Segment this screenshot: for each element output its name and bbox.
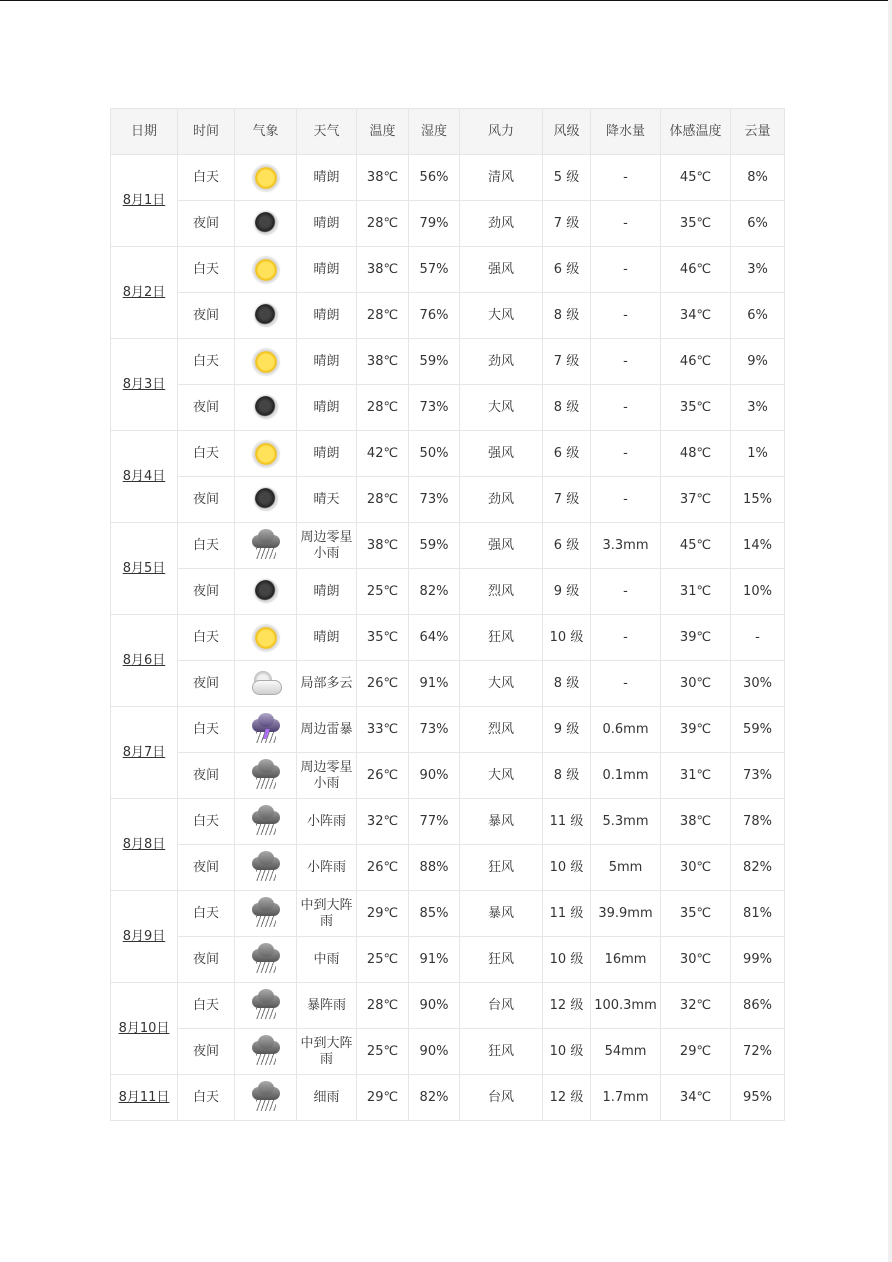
wind-level-cell: 11 级 — [543, 799, 591, 845]
feels-like-cell: 30℃ — [661, 661, 731, 707]
weather-cell: 暴阵雨 — [297, 983, 357, 1029]
wind-cell: 劲风 — [460, 477, 543, 523]
wind-cell: 劲风 — [460, 201, 543, 247]
weather-icon-cell — [235, 247, 297, 293]
sun-icon — [250, 439, 282, 469]
precipitation-cell: 100.3mm — [591, 983, 661, 1029]
cloud-cover-cell: 86% — [731, 983, 785, 1029]
weather-icon-cell — [235, 477, 297, 523]
time-cell: 白天 — [178, 155, 235, 201]
table-row — [111, 155, 785, 201]
date-link[interactable]: 8月10日 — [118, 1020, 170, 1036]
header-weather: 天气 — [297, 109, 357, 155]
wind-cell: 狂风 — [460, 845, 543, 891]
temperature-cell: 38℃ — [357, 155, 409, 201]
weather-icon-cell — [235, 845, 297, 891]
time-cell: 白天 — [178, 615, 235, 661]
time-cell: 夜间 — [178, 477, 235, 523]
humidity-cell: 57% — [409, 247, 460, 293]
header-wind-level: 风级 — [543, 109, 591, 155]
header-humidity: 湿度 — [409, 109, 460, 155]
feels-like-cell: 37℃ — [661, 477, 731, 523]
rain-icon — [250, 853, 282, 883]
weather-icon-cell — [235, 753, 297, 799]
weather-icon-cell — [235, 1029, 297, 1075]
sun-icon — [250, 623, 282, 653]
feels-like-cell: 45℃ — [661, 155, 731, 201]
wind-cell: 劲风 — [460, 339, 543, 385]
table-row — [111, 707, 785, 753]
humidity-cell: 73% — [409, 385, 460, 431]
table-row — [111, 845, 785, 891]
table-row — [111, 247, 785, 293]
feels-like-cell: 39℃ — [661, 615, 731, 661]
wind-level-cell: 5 级 — [543, 155, 591, 201]
precipitation-cell: 0.6mm — [591, 707, 661, 753]
cloud-cover-cell: 95% — [731, 1075, 785, 1121]
humidity-cell: 91% — [409, 937, 460, 983]
wind-level-cell: 6 级 — [543, 523, 591, 569]
date-cell — [111, 523, 178, 615]
precipitation-cell: 5mm — [591, 845, 661, 891]
cloud-cover-cell: 6% — [731, 293, 785, 339]
page-top-rule — [0, 0, 888, 1]
feels-like-cell: 31℃ — [661, 753, 731, 799]
weather-cell: 晴朗 — [297, 339, 357, 385]
date-cell — [111, 1075, 178, 1121]
date-link[interactable]: 8月2日 — [122, 284, 166, 300]
precipitation-cell: - — [591, 247, 661, 293]
time-cell: 夜间 — [178, 201, 235, 247]
table-row — [111, 615, 785, 661]
weather-cell: 晴朗 — [297, 155, 357, 201]
temperature-cell: 38℃ — [357, 339, 409, 385]
table-row — [111, 891, 785, 937]
cloud-cover-cell: 73% — [731, 753, 785, 799]
table-row — [111, 1029, 785, 1075]
wind-level-cell: 7 级 — [543, 477, 591, 523]
time-cell: 白天 — [178, 339, 235, 385]
cloud-cover-cell: 3% — [731, 385, 785, 431]
header-feels-like: 体感温度 — [661, 109, 731, 155]
humidity-cell: 82% — [409, 1075, 460, 1121]
temperature-cell: 29℃ — [357, 891, 409, 937]
humidity-cell: 56% — [409, 155, 460, 201]
rain-icon — [250, 945, 282, 975]
cloud-cover-cell: 9% — [731, 339, 785, 385]
weather-cell: 细雨 — [297, 1075, 357, 1121]
wind-level-cell: 12 级 — [543, 983, 591, 1029]
wind-level-cell: 12 级 — [543, 1075, 591, 1121]
weather-cell: 晴天 — [297, 477, 357, 523]
time-cell: 夜间 — [178, 937, 235, 983]
cloud-cover-cell: 78% — [731, 799, 785, 845]
feels-like-cell: 30℃ — [661, 937, 731, 983]
wind-level-cell: 10 级 — [543, 1029, 591, 1075]
wind-cell: 烈风 — [460, 707, 543, 753]
precipitation-cell: 0.1mm — [591, 753, 661, 799]
rain-icon — [250, 1037, 282, 1067]
humidity-cell: 90% — [409, 1029, 460, 1075]
time-cell: 白天 — [178, 799, 235, 845]
cloud-cover-cell: 30% — [731, 661, 785, 707]
weather-cell: 中雨 — [297, 937, 357, 983]
temperature-cell: 26℃ — [357, 845, 409, 891]
table-body — [111, 155, 785, 1121]
humidity-cell: 91% — [409, 661, 460, 707]
table-row — [111, 339, 785, 385]
time-cell: 夜间 — [178, 845, 235, 891]
date-cell — [111, 891, 178, 983]
cloud-cover-cell: 81% — [731, 891, 785, 937]
rain-icon — [250, 531, 282, 561]
temperature-cell: 29℃ — [357, 1075, 409, 1121]
cloud-cover-cell: 8% — [731, 155, 785, 201]
cloud-cover-cell: 72% — [731, 1029, 785, 1075]
humidity-cell: 88% — [409, 845, 460, 891]
humidity-cell: 76% — [409, 293, 460, 339]
time-cell: 夜间 — [178, 753, 235, 799]
time-cell: 白天 — [178, 523, 235, 569]
date-cell — [111, 707, 178, 799]
weather-cell: 小阵雨 — [297, 845, 357, 891]
precipitation-cell: - — [591, 431, 661, 477]
weather-cell: 晴朗 — [297, 247, 357, 293]
table-row — [111, 1075, 785, 1121]
time-cell: 夜间 — [178, 293, 235, 339]
precipitation-cell: - — [591, 155, 661, 201]
date-cell — [111, 155, 178, 247]
weather-icon-cell — [235, 891, 297, 937]
wind-level-cell: 11 级 — [543, 891, 591, 937]
weather-icon-cell — [235, 707, 297, 753]
wind-cell: 大风 — [460, 293, 543, 339]
wind-cell: 狂风 — [460, 1029, 543, 1075]
table-row — [111, 477, 785, 523]
time-cell: 白天 — [178, 707, 235, 753]
precipitation-cell: 16mm — [591, 937, 661, 983]
date-link[interactable]: 8月5日 — [122, 560, 166, 576]
table-row — [111, 385, 785, 431]
feels-like-cell: 35℃ — [661, 201, 731, 247]
weather-icon-cell — [235, 661, 297, 707]
table-row — [111, 753, 785, 799]
table-row — [111, 661, 785, 707]
rain-icon — [250, 991, 282, 1021]
time-cell: 夜间 — [178, 1029, 235, 1075]
weather-icon-cell — [235, 569, 297, 615]
temperature-cell: 28℃ — [357, 477, 409, 523]
temperature-cell: 35℃ — [357, 615, 409, 661]
time-cell: 夜间 — [178, 385, 235, 431]
wind-level-cell: 10 级 — [543, 615, 591, 661]
moon-icon — [250, 301, 282, 331]
header-cloud-cover: 云量 — [731, 109, 785, 155]
temperature-cell: 28℃ — [357, 201, 409, 247]
weather-icon-cell — [235, 799, 297, 845]
feels-like-cell: 39℃ — [661, 707, 731, 753]
sun-icon — [250, 163, 282, 193]
moon-icon — [250, 209, 282, 239]
date-link[interactable]: 8月9日 — [122, 928, 166, 944]
rain-icon — [250, 1083, 282, 1113]
humidity-cell: 77% — [409, 799, 460, 845]
weather-cell: 晴朗 — [297, 569, 357, 615]
wind-cell: 台风 — [460, 983, 543, 1029]
wind-level-cell: 8 级 — [543, 385, 591, 431]
feels-like-cell: 48℃ — [661, 431, 731, 477]
weather-cell: 晴朗 — [297, 385, 357, 431]
temperature-cell: 33℃ — [357, 707, 409, 753]
temperature-cell: 26℃ — [357, 753, 409, 799]
weather-cell: 周边零星小雨 — [297, 753, 357, 799]
date-cell — [111, 247, 178, 339]
precipitation-cell: - — [591, 339, 661, 385]
wind-cell: 强风 — [460, 431, 543, 477]
moon-icon — [250, 485, 282, 515]
date-cell — [111, 983, 178, 1075]
weather-cell: 中到大阵雨 — [297, 1029, 357, 1075]
weather-icon-cell — [235, 385, 297, 431]
weather-icon-cell — [235, 615, 297, 661]
feels-like-cell: 30℃ — [661, 845, 731, 891]
humidity-cell: 85% — [409, 891, 460, 937]
wind-cell: 狂风 — [460, 937, 543, 983]
rain-icon — [250, 899, 282, 929]
weather-icon-cell — [235, 431, 297, 477]
wind-cell: 狂风 — [460, 615, 543, 661]
time-cell: 白天 — [178, 891, 235, 937]
moon-icon — [250, 577, 282, 607]
table-row — [111, 569, 785, 615]
date-link[interactable]: 8月1日 — [122, 192, 166, 208]
feels-like-cell: 35℃ — [661, 891, 731, 937]
feels-like-cell: 32℃ — [661, 983, 731, 1029]
partly-cloudy-icon — [250, 669, 282, 699]
temperature-cell: 26℃ — [357, 661, 409, 707]
weather-icon-cell — [235, 1075, 297, 1121]
cloud-cover-cell: 59% — [731, 707, 785, 753]
time-cell: 白天 — [178, 431, 235, 477]
humidity-cell: 64% — [409, 615, 460, 661]
thunderstorm-icon — [250, 715, 282, 745]
precipitation-cell: 54mm — [591, 1029, 661, 1075]
cloud-cover-cell: 14% — [731, 523, 785, 569]
time-cell: 白天 — [178, 983, 235, 1029]
weather-cell: 晴朗 — [297, 293, 357, 339]
temperature-cell: 28℃ — [357, 385, 409, 431]
table-row — [111, 293, 785, 339]
header-time: 时间 — [178, 109, 235, 155]
humidity-cell: 73% — [409, 477, 460, 523]
weather-cell: 晴朗 — [297, 615, 357, 661]
table-row — [111, 201, 785, 247]
cloud-cover-cell: 82% — [731, 845, 785, 891]
temperature-cell: 25℃ — [357, 569, 409, 615]
weather-icon-cell — [235, 937, 297, 983]
header-wind: 风力 — [460, 109, 543, 155]
feels-like-cell: 31℃ — [661, 569, 731, 615]
feels-like-cell: 38℃ — [661, 799, 731, 845]
date-cell — [111, 615, 178, 707]
time-cell: 夜间 — [178, 569, 235, 615]
wind-level-cell: 6 级 — [543, 247, 591, 293]
time-cell: 白天 — [178, 1075, 235, 1121]
feels-like-cell: 34℃ — [661, 1075, 731, 1121]
precipitation-cell: 39.9mm — [591, 891, 661, 937]
temperature-cell: 38℃ — [357, 523, 409, 569]
header-precipitation: 降水量 — [591, 109, 661, 155]
wind-cell: 暴风 — [460, 799, 543, 845]
wind-level-cell: 9 级 — [543, 707, 591, 753]
precipitation-cell: - — [591, 477, 661, 523]
temperature-cell: 25℃ — [357, 1029, 409, 1075]
table-row — [111, 983, 785, 1029]
temperature-cell: 38℃ — [357, 247, 409, 293]
table-row — [111, 799, 785, 845]
date-link[interactable]: 8月4日 — [122, 468, 166, 484]
wind-cell: 大风 — [460, 385, 543, 431]
header-temperature: 温度 — [357, 109, 409, 155]
wind-level-cell: 6 级 — [543, 431, 591, 477]
feels-like-cell: 29℃ — [661, 1029, 731, 1075]
wind-cell: 暴风 — [460, 891, 543, 937]
sun-icon — [250, 347, 282, 377]
wind-level-cell: 7 级 — [543, 339, 591, 385]
weather-icon-cell — [235, 155, 297, 201]
precipitation-cell: 5.3mm — [591, 799, 661, 845]
page-right-edge — [888, 0, 892, 1262]
cloud-cover-cell: 10% — [731, 569, 785, 615]
cloud-cover-cell: 6% — [731, 201, 785, 247]
header-weather-icon: 气象 — [235, 109, 297, 155]
wind-level-cell: 9 级 — [543, 569, 591, 615]
weather-icon-cell — [235, 293, 297, 339]
date-link[interactable]: 8月11日 — [118, 1089, 170, 1105]
feels-like-cell: 35℃ — [661, 385, 731, 431]
wind-level-cell: 10 级 — [543, 845, 591, 891]
time-cell: 白天 — [178, 247, 235, 293]
weather-cell: 晴朗 — [297, 201, 357, 247]
wind-cell: 烈风 — [460, 569, 543, 615]
header-row — [111, 109, 785, 155]
weather-cell: 中到大阵雨 — [297, 891, 357, 937]
time-cell: 夜间 — [178, 661, 235, 707]
precipitation-cell: - — [591, 569, 661, 615]
rain-icon — [250, 807, 282, 837]
weather-icon-cell — [235, 983, 297, 1029]
weather-forecast-table — [110, 108, 785, 1121]
date-cell — [111, 339, 178, 431]
date-link[interactable]: 8月8日 — [122, 836, 166, 852]
precipitation-cell: - — [591, 385, 661, 431]
weather-cell: 周边雷暴 — [297, 707, 357, 753]
wind-level-cell: 8 级 — [543, 661, 591, 707]
feels-like-cell: 34℃ — [661, 293, 731, 339]
weather-icon-cell — [235, 523, 297, 569]
precipitation-cell: - — [591, 615, 661, 661]
humidity-cell: 79% — [409, 201, 460, 247]
wind-cell: 大风 — [460, 661, 543, 707]
humidity-cell: 73% — [409, 707, 460, 753]
date-cell — [111, 431, 178, 523]
wind-cell: 强风 — [460, 523, 543, 569]
precipitation-cell: 1.7mm — [591, 1075, 661, 1121]
cloud-cover-cell: 1% — [731, 431, 785, 477]
weather-cell: 周边零星小雨 — [297, 523, 357, 569]
wind-level-cell: 10 级 — [543, 937, 591, 983]
precipitation-cell: - — [591, 201, 661, 247]
feels-like-cell: 46℃ — [661, 339, 731, 385]
humidity-cell: 50% — [409, 431, 460, 477]
table-row — [111, 937, 785, 983]
weather-cell: 晴朗 — [297, 431, 357, 477]
sun-icon — [250, 255, 282, 285]
humidity-cell: 59% — [409, 523, 460, 569]
cloud-cover-cell: - — [731, 615, 785, 661]
date-link[interactable]: 8月6日 — [122, 652, 166, 668]
wind-cell: 台风 — [460, 1075, 543, 1121]
wind-cell: 强风 — [460, 247, 543, 293]
date-cell — [111, 799, 178, 891]
temperature-cell: 25℃ — [357, 937, 409, 983]
date-link[interactable]: 8月7日 — [122, 744, 166, 760]
cloud-cover-cell: 99% — [731, 937, 785, 983]
humidity-cell: 90% — [409, 983, 460, 1029]
wind-level-cell: 8 级 — [543, 293, 591, 339]
feels-like-cell: 45℃ — [661, 523, 731, 569]
humidity-cell: 82% — [409, 569, 460, 615]
precipitation-cell: - — [591, 661, 661, 707]
humidity-cell: 59% — [409, 339, 460, 385]
temperature-cell: 28℃ — [357, 293, 409, 339]
wind-cell: 大风 — [460, 753, 543, 799]
temperature-cell: 32℃ — [357, 799, 409, 845]
temperature-cell: 42℃ — [357, 431, 409, 477]
temperature-cell: 28℃ — [357, 983, 409, 1029]
weather-cell: 局部多云 — [297, 661, 357, 707]
wind-level-cell: 7 级 — [543, 201, 591, 247]
table-row — [111, 431, 785, 477]
rain-icon — [250, 761, 282, 791]
header-date: 日期 — [111, 109, 178, 155]
weather-icon-cell — [235, 339, 297, 385]
weather-icon-cell — [235, 201, 297, 247]
cloud-cover-cell: 15% — [731, 477, 785, 523]
humidity-cell: 90% — [409, 753, 460, 799]
precipitation-cell: - — [591, 293, 661, 339]
table-row — [111, 523, 785, 569]
feels-like-cell: 46℃ — [661, 247, 731, 293]
moon-icon — [250, 393, 282, 423]
wind-level-cell: 8 级 — [543, 753, 591, 799]
date-link[interactable]: 8月3日 — [122, 376, 166, 392]
weather-cell: 小阵雨 — [297, 799, 357, 845]
precipitation-cell: 3.3mm — [591, 523, 661, 569]
cloud-cover-cell: 3% — [731, 247, 785, 293]
wind-cell: 清风 — [460, 155, 543, 201]
